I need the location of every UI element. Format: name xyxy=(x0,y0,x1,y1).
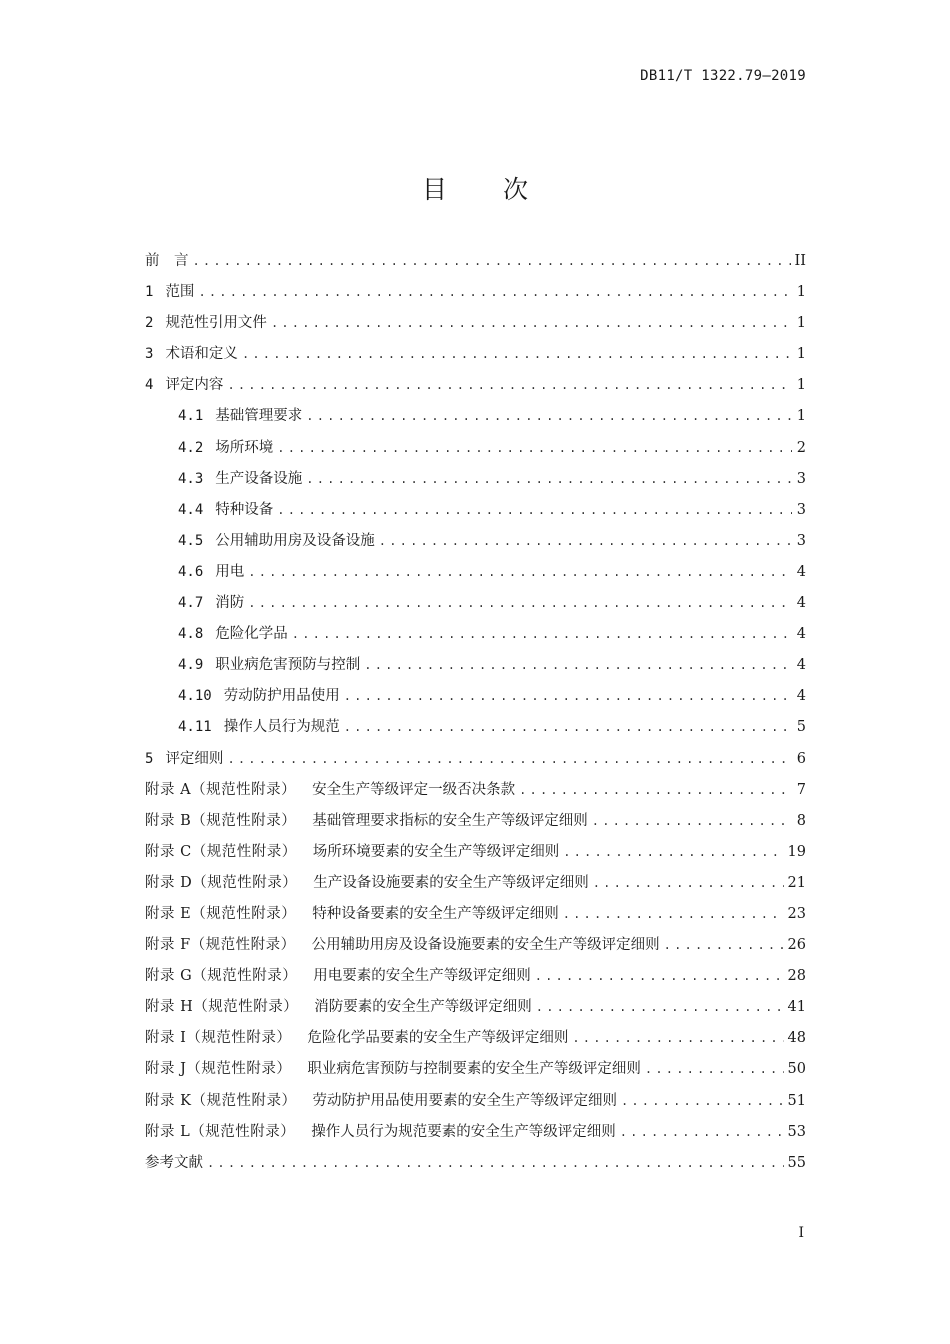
toc-entry[interactable] xyxy=(145,526,806,557)
toc-page-number: 55 xyxy=(787,1154,806,1171)
toc-leader-dots xyxy=(292,619,792,650)
toc-entry[interactable] xyxy=(145,401,806,432)
toc-section-number: 5 xyxy=(145,750,154,767)
document-code: DB11/T 1322.79—2019 xyxy=(640,68,806,84)
toc-entry[interactable] xyxy=(145,930,806,961)
toc-section-number: 4.1 xyxy=(178,408,204,425)
toc-entry[interactable] xyxy=(145,992,806,1023)
toc-entry[interactable] xyxy=(145,1117,806,1148)
toc-leader-dots xyxy=(227,744,792,775)
toc-leader-dots xyxy=(536,992,784,1023)
toc-page-number: 4 xyxy=(796,657,806,674)
toc-section-number: 4.10 xyxy=(178,688,212,705)
toc-section-number: 3 xyxy=(145,346,154,363)
toc-section-number: 4.9 xyxy=(178,657,204,674)
toc-section-number: 4.2 xyxy=(178,439,204,456)
toc-leader-dots xyxy=(572,1023,783,1054)
toc-leader-dots xyxy=(621,1086,784,1117)
toc-leader-dots xyxy=(306,464,792,495)
toc-entry[interactable] xyxy=(145,370,806,401)
toc-entry-title: 前 言 xyxy=(145,253,189,269)
toc-section-number: 1 xyxy=(145,284,154,301)
toc-page-number: 6 xyxy=(796,750,806,767)
toc-leader-dots xyxy=(344,712,792,743)
toc-leader-dots xyxy=(563,837,783,868)
toc-entry[interactable] xyxy=(145,744,806,775)
toc-section-number: 4.7 xyxy=(178,595,204,612)
toc-entry[interactable] xyxy=(145,339,806,370)
toc-entry-title: 职业病危害预防与控制要素的安全生产等级评定细则 xyxy=(307,1061,641,1078)
toc-entry-title: 职业病危害预防与控制 xyxy=(215,657,361,674)
toc-entry-title: 操作人员行为规范 xyxy=(223,719,340,736)
toc-appendix-label: 附录 I（规范性附录） xyxy=(145,1030,292,1047)
toc-entry[interactable] xyxy=(145,650,806,681)
toc-appendix-label: 附录 D（规范性附录） xyxy=(145,874,298,891)
toc-leader-dots xyxy=(379,526,792,557)
toc-appendix-label: 附录 G（规范性附录） xyxy=(145,968,298,985)
toc-entry[interactable] xyxy=(145,775,806,806)
toc-entry-title: 规范性引用文件 xyxy=(165,315,267,332)
toc-appendix-label: 附录 L（规范性附录） xyxy=(145,1123,296,1140)
toc-entry-title: 术语和定义 xyxy=(165,346,238,363)
toc-leader-dots xyxy=(364,650,792,681)
toc-page-number: 1 xyxy=(796,408,806,425)
toc-entry[interactable] xyxy=(145,899,806,930)
toc-entry-title: 场所环境要素的安全生产等级评定细则 xyxy=(312,843,560,860)
toc-entry-title: 操作人员行为规范要素的安全生产等级评定细则 xyxy=(311,1123,616,1140)
toc-page-number: 4 xyxy=(796,688,806,705)
toc-section-number: 4.5 xyxy=(178,532,204,549)
toc-entry[interactable] xyxy=(145,433,806,464)
toc-entry-title: 安全生产等级评定一级否决条款 xyxy=(312,781,516,798)
toc-appendix-label: 附录 C（规范性附录） xyxy=(145,843,297,860)
toc-page-number: 4 xyxy=(796,595,806,612)
toc-leader-dots xyxy=(193,246,791,277)
toc-leader-dots xyxy=(519,775,792,806)
toc-appendix-label: 附录 J（规范性附录） xyxy=(145,1061,292,1078)
toc-leader-dots xyxy=(306,401,792,432)
toc-leader-dots xyxy=(344,681,792,712)
toc-page-number: 4 xyxy=(796,563,806,580)
toc-section-number: 4.6 xyxy=(178,563,204,580)
toc-entry[interactable] xyxy=(145,868,806,899)
toc-entry[interactable] xyxy=(145,1086,806,1117)
toc-page-number: 1 xyxy=(796,284,806,301)
toc-entry[interactable] xyxy=(145,712,806,743)
page-number: I xyxy=(798,1225,804,1241)
toc-entry[interactable] xyxy=(145,681,806,712)
toc-leader-dots xyxy=(207,1148,784,1179)
toc-entry-title: 生产设备设施 xyxy=(215,470,303,487)
toc-entry-title: 用电 xyxy=(215,563,245,580)
toc-page-number: II xyxy=(794,253,806,269)
toc-section-number: 4.4 xyxy=(178,501,204,518)
toc-leader-dots xyxy=(593,868,784,899)
toc-entry-title: 公用辅助用房及设备设施 xyxy=(215,532,375,549)
toc-entry[interactable] xyxy=(145,557,806,588)
toc-entry[interactable] xyxy=(145,1054,806,1085)
toc-page-number: 3 xyxy=(796,470,806,487)
toc-entry-title: 消防要素的安全生产等级评定细则 xyxy=(314,999,532,1016)
table-of-contents xyxy=(145,246,806,1179)
toc-page-number: 28 xyxy=(787,968,806,985)
toc-appendix-label: 附录 F（规范性附录） xyxy=(145,937,296,954)
toc-section-number: 4.8 xyxy=(178,626,204,643)
toc-entry[interactable] xyxy=(145,588,806,619)
toc-page-number: 3 xyxy=(796,501,806,518)
toc-leader-dots xyxy=(198,277,792,308)
toc-entry-title: 场所环境 xyxy=(215,439,274,456)
toc-entry[interactable] xyxy=(145,806,806,837)
toc-leader-dots xyxy=(242,339,792,370)
toc-leader-dots xyxy=(664,930,784,961)
toc-appendix-label: 附录 B（规范性附录） xyxy=(145,812,297,829)
toc-section-number: 4 xyxy=(145,377,154,394)
toc-entry-title: 评定细则 xyxy=(165,750,224,767)
toc-section-number: 4.3 xyxy=(178,470,204,487)
toc-page-number: 23 xyxy=(787,905,806,922)
page-title: 目 次 xyxy=(422,175,552,204)
toc-entry-title: 特种设备 xyxy=(215,501,274,518)
toc-appendix-label: 附录 E（规范性附录） xyxy=(145,905,297,922)
toc-entry-title: 消防 xyxy=(215,595,245,612)
toc-appendix-label: 附录 A（规范性附录） xyxy=(145,781,297,798)
toc-leader-dots xyxy=(592,806,792,837)
toc-page-number: 8 xyxy=(796,812,806,829)
toc-leader-dots xyxy=(248,588,792,619)
toc-entry-title: 用电要素的安全生产等级评定细则 xyxy=(313,968,531,985)
toc-page-number: 26 xyxy=(787,937,806,954)
toc-entry[interactable] xyxy=(145,1023,806,1054)
toc-entry-title: 评定内容 xyxy=(165,377,224,394)
toc-page-number: 1 xyxy=(796,315,806,332)
toc-leader-dots xyxy=(645,1054,784,1085)
toc-page-number: 21 xyxy=(787,874,806,891)
toc-entry[interactable] xyxy=(145,619,806,650)
toc-entry[interactable] xyxy=(145,464,806,495)
toc-entry[interactable] xyxy=(145,961,806,992)
toc-page-number: 53 xyxy=(787,1123,806,1140)
toc-leader-dots xyxy=(563,899,784,930)
toc-page-number: 19 xyxy=(787,843,806,860)
toc-page-number: 3 xyxy=(796,532,806,549)
toc-leader-dots xyxy=(277,433,792,464)
toc-appendix-label: 附录 H（规范性附录） xyxy=(145,999,299,1016)
toc-page-number: 4 xyxy=(796,626,806,643)
toc-section-number: 2 xyxy=(145,315,154,332)
toc-entry-title: 危险化学品要素的安全生产等级评定细则 xyxy=(307,1030,569,1047)
toc-page-number: 50 xyxy=(787,1061,806,1078)
toc-page-number: 48 xyxy=(787,1030,806,1047)
toc-leader-dots xyxy=(227,370,792,401)
toc-page-number: 1 xyxy=(796,377,806,394)
toc-leader-dots xyxy=(277,495,792,526)
toc-page-number: 1 xyxy=(796,346,806,363)
toc-entry-title: 基础管理要求指标的安全生产等级评定细则 xyxy=(312,812,588,829)
toc-section-number: 4.11 xyxy=(178,719,212,736)
toc-leader-dots xyxy=(271,308,792,339)
toc-entry-title: 公用辅助用房及设备设施要素的安全生产等级评定细则 xyxy=(311,937,660,954)
toc-entry[interactable] xyxy=(145,246,806,277)
toc-leader-dots xyxy=(620,1117,784,1148)
toc-entry-title: 生产设备设施要素的安全生产等级评定细则 xyxy=(313,874,589,891)
toc-entry-title: 劳动防护用品使用 xyxy=(223,688,340,705)
toc-page-number: 51 xyxy=(787,1092,806,1109)
toc-entry[interactable] xyxy=(145,1148,806,1179)
toc-entry[interactable] xyxy=(145,837,806,868)
toc-entry-title: 劳动防护用品使用要素的安全生产等级评定细则 xyxy=(312,1092,617,1109)
toc-page-number: 5 xyxy=(796,719,806,736)
toc-entry-title: 危险化学品 xyxy=(215,626,288,643)
toc-entry-title: 范围 xyxy=(165,284,195,301)
toc-leader-dots xyxy=(535,961,784,992)
toc-appendix-label: 附录 K（规范性附录） xyxy=(145,1092,297,1109)
toc-entry[interactable] xyxy=(145,308,806,339)
toc-page-number: 41 xyxy=(787,999,806,1016)
toc-entry-title: 参考文献 xyxy=(145,1154,203,1171)
toc-entry[interactable] xyxy=(145,277,806,308)
toc-entry-title: 基础管理要求 xyxy=(215,408,303,425)
toc-leader-dots xyxy=(248,557,792,588)
toc-entry-title: 特种设备要素的安全生产等级评定细则 xyxy=(312,905,559,922)
toc-page-number: 7 xyxy=(796,781,806,798)
toc-entry[interactable] xyxy=(145,495,806,526)
toc-page-number: 2 xyxy=(796,439,806,456)
